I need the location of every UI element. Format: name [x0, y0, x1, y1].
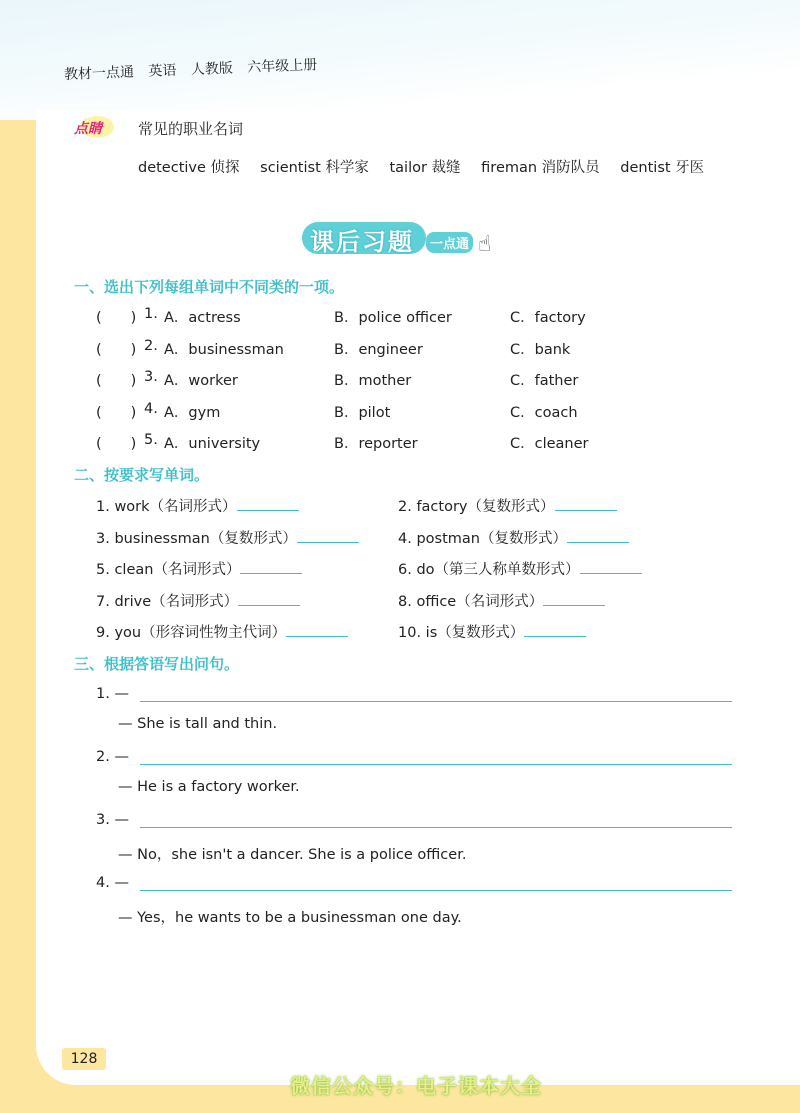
answer-blank[interactable] — [524, 624, 586, 637]
answer-paren[interactable]: ( ) — [96, 342, 137, 358]
item-prompt: 6. do（第三人称单数形式） — [398, 562, 580, 578]
page-number: 128 — [62, 1048, 106, 1070]
question-number: 2. — — [96, 749, 129, 765]
item-prompt: 1. work（名词形式） — [96, 499, 237, 515]
item-prompt: 2. factory（复数形式） — [398, 499, 555, 515]
question-number: 4. — — [96, 875, 129, 891]
answer-blank[interactable] — [240, 561, 302, 574]
option-c: C．coach — [510, 405, 578, 421]
item-prompt: 4. postman（复数形式） — [398, 531, 567, 547]
given-answer: — He is a factory worker. — [118, 779, 300, 795]
top-band — [0, 0, 800, 120]
pointing-hand-icon: ☝ — [478, 232, 492, 257]
answer-paren[interactable]: ( ) — [96, 405, 137, 421]
answer-blank[interactable] — [580, 561, 642, 574]
item-number: 2. — [144, 338, 158, 354]
item-number: 3. — [144, 369, 158, 385]
item-prompt: 9. you（形容词性物主代词） — [96, 625, 287, 641]
option-b: B．mother — [334, 373, 412, 389]
option-b: B．police officer — [334, 310, 452, 326]
list-item — [398, 527, 629, 548]
section3-title: 三、根据答语写出问句。 — [74, 655, 240, 673]
given-answer: — No，she isn't a dancer. She is a police officer. — [118, 847, 467, 863]
answer-line[interactable] — [140, 812, 732, 828]
answer-paren[interactable]: ( ) — [96, 310, 137, 326]
answer-blank[interactable] — [238, 593, 300, 606]
section2-title: 二、按要求写单词。 — [74, 466, 210, 484]
answer-blank[interactable] — [543, 593, 605, 606]
given-answer: — She is tall and thin. — [118, 716, 278, 732]
option-a: A．university — [164, 436, 261, 452]
tip-title: 常见的职业名词 — [138, 120, 244, 138]
watermark-text: 微信公众号：电子课本大全 — [290, 1074, 542, 1098]
list-item — [96, 590, 300, 611]
tip-badge — [74, 116, 118, 138]
item-number: 5. — [144, 432, 158, 448]
item-prompt: 5. clean（名词形式） — [96, 562, 241, 578]
item-prompt: 3. businessman（复数形式） — [96, 531, 297, 547]
list-item — [398, 558, 642, 579]
option-c: C．father — [510, 373, 579, 389]
answer-blank[interactable] — [286, 624, 348, 637]
option-a: A．gym — [164, 405, 221, 421]
item-number: 4. — [144, 401, 158, 417]
list-item — [96, 558, 302, 579]
answer-paren[interactable]: ( ) — [96, 373, 137, 389]
option-b: B．engineer — [334, 342, 423, 358]
header-subject: 英语 — [148, 62, 177, 80]
list-item — [398, 621, 586, 642]
section1-title: 一、选出下列每组单词中不同类的一项。 — [74, 278, 345, 296]
item-prompt: 10. is（复数形式） — [398, 625, 525, 641]
given-answer: — Yes，he wants to be a businessman one day. — [118, 910, 462, 926]
list-item — [96, 527, 359, 548]
list-item — [96, 621, 348, 642]
answer-blank[interactable] — [297, 530, 359, 543]
vocab-item: scientist 科学家 — [260, 160, 369, 176]
item-prompt: 8. office（名词形式） — [398, 594, 544, 610]
vocab-item: tailor 裁缝 — [389, 160, 461, 176]
option-c: C．cleaner — [510, 436, 589, 452]
item-prompt: 7. drive（名词形式） — [96, 594, 239, 610]
tip-label: 点睛 — [74, 121, 102, 137]
answer-blank[interactable] — [237, 498, 299, 511]
option-c: C．factory — [510, 310, 586, 326]
list-item — [398, 590, 605, 611]
vocab-item: fireman 消防队员 — [481, 160, 600, 176]
option-a: A．businessman — [164, 342, 284, 358]
answer-blank[interactable] — [567, 530, 629, 543]
vocab-item: dentist 牙医 — [620, 160, 705, 176]
page-edge-band — [0, 95, 40, 1113]
header-grade: 六年级上册 — [246, 57, 318, 76]
vocab-item: detective 侦探 — [138, 160, 240, 176]
option-b: B．pilot — [334, 405, 391, 421]
answer-paren[interactable]: ( ) — [96, 436, 137, 452]
exercise-banner — [302, 218, 498, 260]
banner-title: 课后习题 — [310, 228, 414, 256]
item-number: 1. — [144, 306, 158, 322]
header-edition: 人教版 — [190, 60, 234, 79]
question-number: 3. — — [96, 812, 129, 828]
answer-line[interactable] — [140, 875, 732, 891]
list-item — [96, 495, 299, 516]
option-b: B．reporter — [334, 436, 418, 452]
option-c: C．bank — [510, 342, 571, 358]
option-a: A．worker — [164, 373, 238, 389]
answer-line[interactable] — [140, 686, 732, 702]
list-item — [398, 495, 617, 516]
vocab-list — [138, 156, 720, 177]
answer-line[interactable] — [140, 749, 732, 765]
option-a: A．actress — [164, 310, 241, 326]
header-book: 教材一点通 — [63, 64, 135, 83]
answer-blank[interactable] — [555, 498, 617, 511]
question-number: 1. — — [96, 686, 129, 702]
banner-subtitle: 一点通 — [426, 232, 473, 253]
